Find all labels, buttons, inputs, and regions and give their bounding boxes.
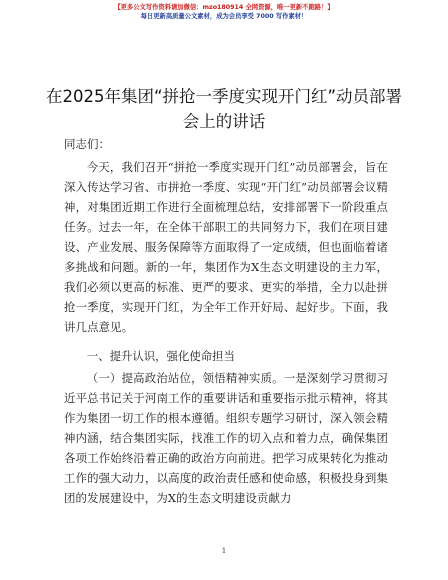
promo-banner [0,3,448,21]
section-1-paragraph: （一）提高政治站位，领悟精神实质。一是深刻学习贯彻习近平总书记关于河南工作的重要讲话和重要指示批示精神，将其作为集团一切工作的根本遵循。组织专题学习研讨，深入领会精神内涵，结合集团实际，找准工作的切入点和着力点，确保集团各项工作始终沿着正确的政治方向前进。把学习成果转化为推动工作的强大动力，以高度的政治责任感和使命感，积极投身到集团的发展建设中，为X的生态文明建设贡献力 [64,371,388,505]
promo-banner-line-2: 每日更新高质量公文素材，成为会员享受 7000 写作素材！ [140,13,308,20]
intro-paragraph: 今天，我们召开“拼抢一季度实现开门红”动员部署会，旨在深入传达学习省、市拼抢一季度、实现“开门红”动员部署会议精神，对集团近期工作进行全面梳理总结，安排部署下一阶段重点任务。过去一年，在全体干部职工的共同努力下，我们在项目建设、产业发展、服务保障等方面取得了一定成绩，但也面临着诸多挑战和问题。新的一年，集团作为X生态文明建设的主力军，我们必须以更高的标准、更严的要求、更实的举措，全力以赴拼抢一季度，实现开门红，为全年工作开好局、起好步。下面，我讲几点意见。 [64,160,388,334]
promo-banner-line-1: 【更多公文写作资料请加微信：mzo180914 全网资源，唯一更新不跑路！】 [114,4,334,11]
greeting: 同志们： [64,137,110,151]
document-title: 在2025年集团“拼抢一季度实现开门红”动员部署会上的讲话 [45,87,403,131]
section-heading-1: 一、提升认识，强化使命担当 [86,349,235,363]
page-number: 1 [221,546,227,555]
